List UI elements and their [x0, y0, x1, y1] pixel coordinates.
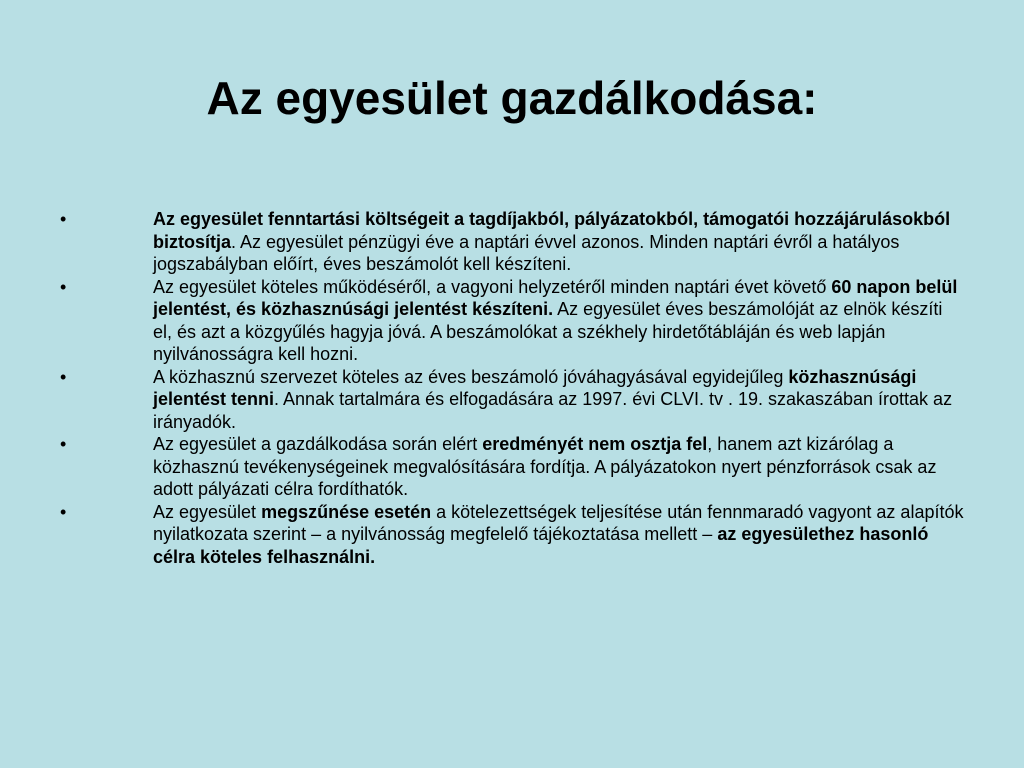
bullet-list: [60, 208, 965, 568]
bullet-text: [153, 209, 950, 274]
bold-text: 60 napon belül jelentést, és közhasznúsági jelentést készíteni.: [153, 276, 958, 319]
text-segment: . Annak tartalmára és elfogadására az 1997. évi CLVI. tv . 19. szakaszában írottak az irányadók.: [153, 389, 953, 432]
bullet-marker: •: [60, 209, 67, 229]
slide-title: Az egyesület gazdálkodása:: [206, 72, 818, 124]
bold-text: megszűnése esetén: [261, 501, 432, 522]
bold-text: eredményét nem osztja fel: [482, 434, 708, 454]
bold-text: az egyesülethez hasonló célra köteles felhasználni.: [153, 524, 929, 567]
text-segment: Az egyesület éves beszámolóját az elnök készíti el, és azt a közgyűlés hagyja jóvá. A beszámolókat a székhely hirdetőtábláján és web lapján nyilvánosságra kell hozni.: [153, 299, 943, 364]
bullet-text: [153, 434, 936, 499]
bold-text: Az egyesület fenntartási költségeit a tagdíjakból, pályázatokból, támogatói hozzájárulásokból biztosítja: [153, 209, 951, 252]
text-segment: Az egyesület köteles működéséről, a vagyoni helyzetéről minden naptári évet követő: [153, 276, 832, 297]
bullet-text: [153, 502, 963, 567]
bullet-item: [60, 501, 965, 569]
bullet-item: [60, 276, 965, 366]
text-segment: Az egyesület: [153, 501, 262, 522]
bullet-marker: •: [60, 366, 67, 387]
text-segment: a kötelezettségek teljesítése után fennmaradó vagyont az alapítók nyilatkozata szerint – a nyilvánosság megfelelő tájékoztatása mellett –: [153, 501, 964, 544]
text-segment: Az egyesület a gazdálkodása során elért: [153, 434, 483, 454]
bullet-marker: •: [60, 501, 67, 522]
text-segment: . Az egyesület pénzügyi éve a naptári évvel azonos. Minden naptári évről a hatályos jogszabályban előírt, éves beszámolót kell készíteni.: [153, 231, 900, 274]
text-segment: , hanem azt kizárólag a közhasznú tevékenységeinek megvalósítására fordítja. A pályázatokon nyert pénzforrások csak az adott pályázati célra fordíthatók.: [153, 434, 937, 499]
bullet-text: [153, 277, 957, 365]
text-segment: A közhasznú szervezet köteles az éves beszámoló jóváhagyásával egyidejűleg: [153, 366, 789, 387]
bold-text: közhasznúsági jelentést tenni: [153, 366, 917, 409]
bullet-item: [60, 366, 965, 434]
bullet-item: [60, 208, 965, 276]
bullet-text: [153, 367, 952, 432]
bullet-marker: •: [60, 276, 67, 297]
bullet-marker: •: [60, 434, 67, 454]
bullet-item: [60, 433, 965, 501]
